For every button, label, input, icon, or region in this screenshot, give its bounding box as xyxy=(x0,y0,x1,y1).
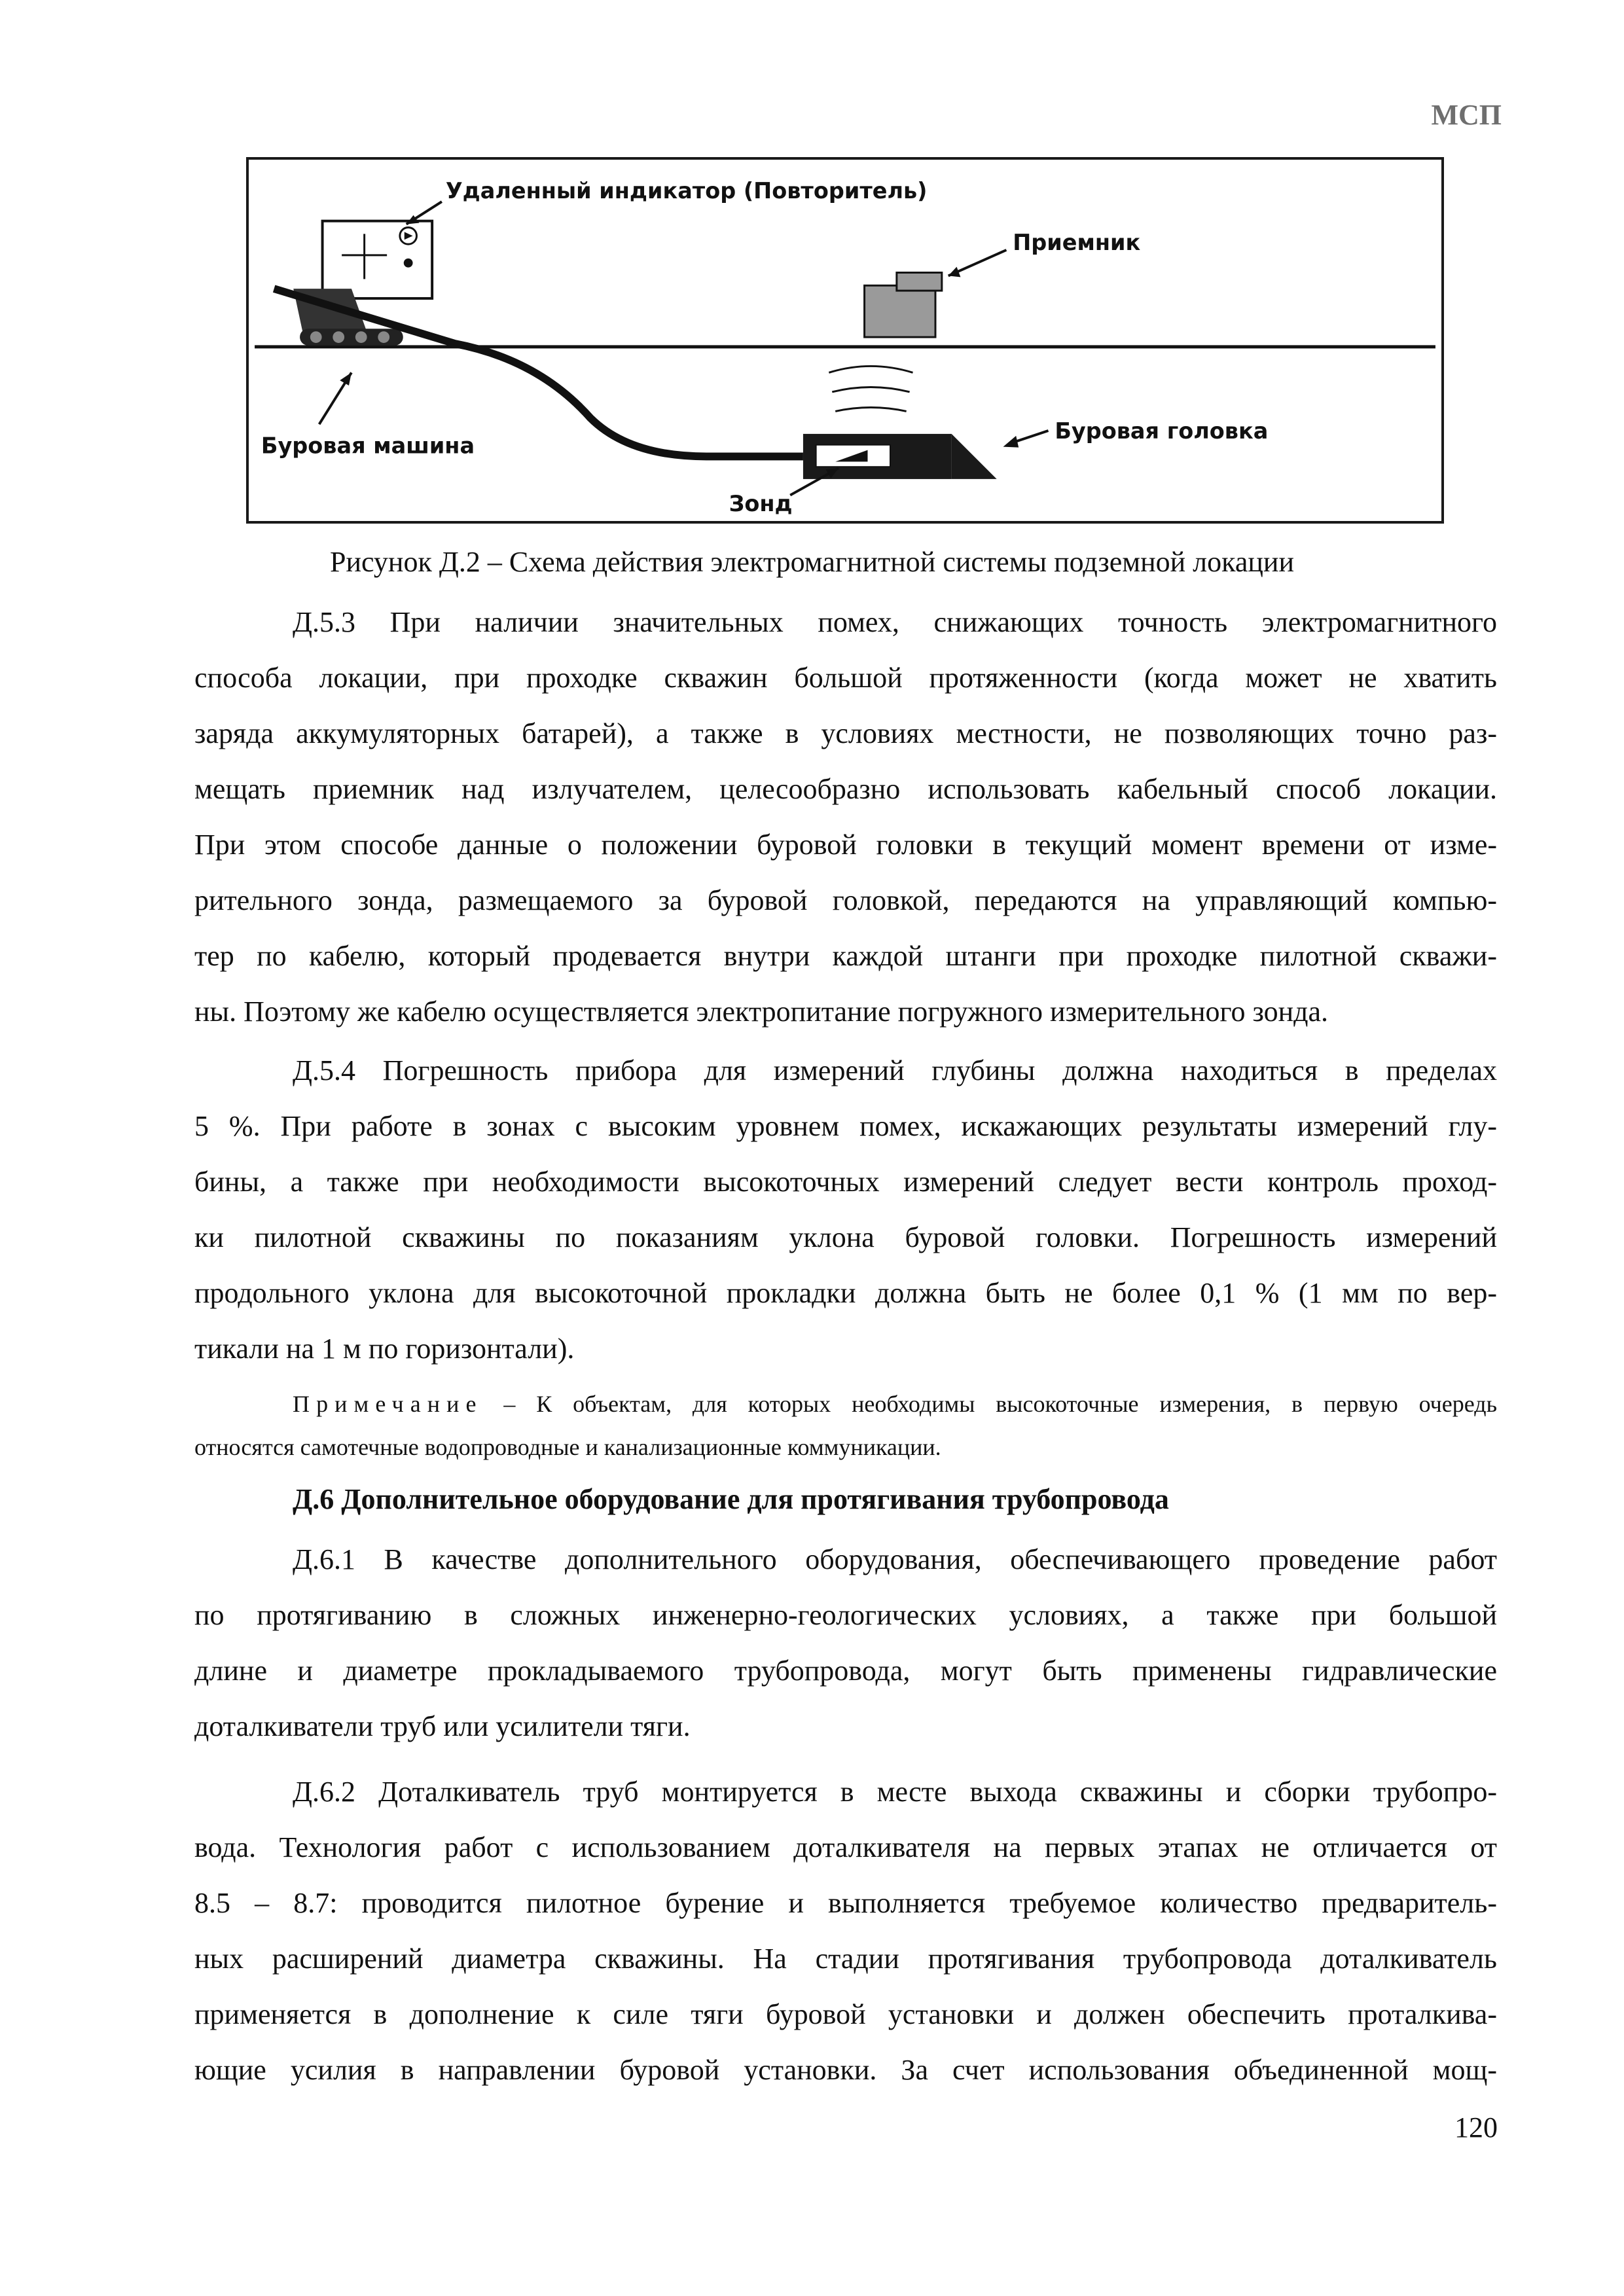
section-heading-d6: Д.6 Дополнительное оборудование для протягивания трубопровода xyxy=(293,1483,1169,1515)
note-text: – К объектам, для которых необходимы высокоточные измерения, в первую очередь xyxy=(503,1391,1498,1417)
text-line: ных расширений диаметра скважины. На стадии протягивания трубопровода доталкиватель xyxy=(194,1943,1497,1975)
drill-head-label: Буровая головка xyxy=(1055,418,1269,444)
locating-system-diagram xyxy=(249,160,1441,521)
text-line: способа локации, при проходке скважин большой протяженности (когда может не хватить xyxy=(194,662,1497,694)
remote-indicator-icon xyxy=(323,221,433,298)
text-line: ны. Поэтому же кабелю осуществляется электропитание погружного измерительного зонда. xyxy=(194,996,1329,1028)
text-line: вода. Технология работ с использованием доталкивателя на первых этапах не отличается от xyxy=(194,1831,1497,1863)
page-number: 120 xyxy=(1454,2111,1498,2144)
note-line xyxy=(194,1382,1497,1426)
text-line: 8.5 – 8.7: проводится пилотное бурение и выполняется требуемое количество предваритель- xyxy=(194,1887,1497,1919)
note-label: Примечание xyxy=(293,1391,483,1417)
text-line: тикали на 1 м по горизонтали). xyxy=(194,1333,575,1365)
figure-caption: Рисунок Д.2 – Схема действия электромагнитной системы подземной локации xyxy=(329,546,1295,578)
text-line: Д.6.1 В качестве дополнительного оборудования, обеспечивающего проведение работ xyxy=(293,1543,1497,1575)
receiver-icon xyxy=(865,273,942,338)
text-line: по протягиванию в сложных инженерно-геологических условиях, а также при большой xyxy=(194,1599,1497,1631)
text-line: рительного зонда, размещаемого за буровой головкой, передаются на управляющий компью- xyxy=(194,884,1497,916)
receiver-label: Приемник xyxy=(1013,230,1141,255)
text-line: длине и диаметре прокладываемого трубопровода, могут быть применены гидравлические xyxy=(194,1655,1497,1687)
text-line: 5 %. При работе в зонах с высоким уровнем помех, искажающих результаты измерений глу- xyxy=(194,1110,1497,1142)
text-line: ки пилотной скважины по показаниям уклона буровой головки. Погрешность измерений xyxy=(194,1221,1497,1253)
text-line: Д.5.4 Погрешность прибора для измерений глубины должна находиться в пределах xyxy=(293,1054,1497,1086)
note-line: относятся самотечные водопроводные и канализационные коммуникации. xyxy=(194,1434,941,1460)
text-line: Д.6.2 Доталкиватель труб монтируется в месте выхода скважины и сборки трубопро- xyxy=(293,1776,1497,1808)
signal-wave-icon xyxy=(829,366,912,411)
text-line: заряда аккумуляторных батарей), а также в условиях местности, не позволяющих точно раз- xyxy=(194,717,1497,749)
paragraph-d61 xyxy=(194,1532,1497,1754)
drill-rod xyxy=(274,289,803,456)
text-line: При этом способе данные о положении буровой головки в текущий момент времени от изме- xyxy=(194,829,1497,861)
text-line: бины, а также при необходимости высокоточных измерений следует вести контроль проход- xyxy=(194,1166,1497,1198)
paragraph-d62 xyxy=(194,1764,1497,2098)
text-line: мещать приемник над излучателем, целесообразно использовать кабельный способ локации. xyxy=(194,773,1497,805)
paragraph-d53 xyxy=(194,594,1497,1039)
document-code: МСП xyxy=(1431,99,1502,131)
text-line: тер по кабелю, который продевается внутри каждой штанги при проходке пилотной скважи- xyxy=(194,940,1497,972)
text-line: ющие усилия в направлении буровой установки. За счет использования объединенной мощ- xyxy=(194,2054,1497,2086)
text-line: доталкиватели труб или усилители тяги. xyxy=(194,1710,691,1742)
text-line: продольного уклона для высокоточной прокладки должна быть не более 0,1 % (1 мм по вер- xyxy=(194,1277,1497,1309)
drill-machine-label: Буровая машина xyxy=(261,433,475,459)
probe-label: Зонд xyxy=(729,491,793,517)
note xyxy=(194,1382,1497,1469)
text-line: Д.5.3 При наличии значительных помех, снижающих точность электромагнитного xyxy=(293,606,1497,638)
indicator-label: Удаленный индикатор (Повторитель) xyxy=(445,178,928,204)
paragraph-d54 xyxy=(194,1043,1497,1376)
figure-diagram xyxy=(246,157,1444,524)
text-line: применяется в дополнение к силе тяги буровой установки и должен обеспечить проталкива- xyxy=(194,1998,1497,2030)
